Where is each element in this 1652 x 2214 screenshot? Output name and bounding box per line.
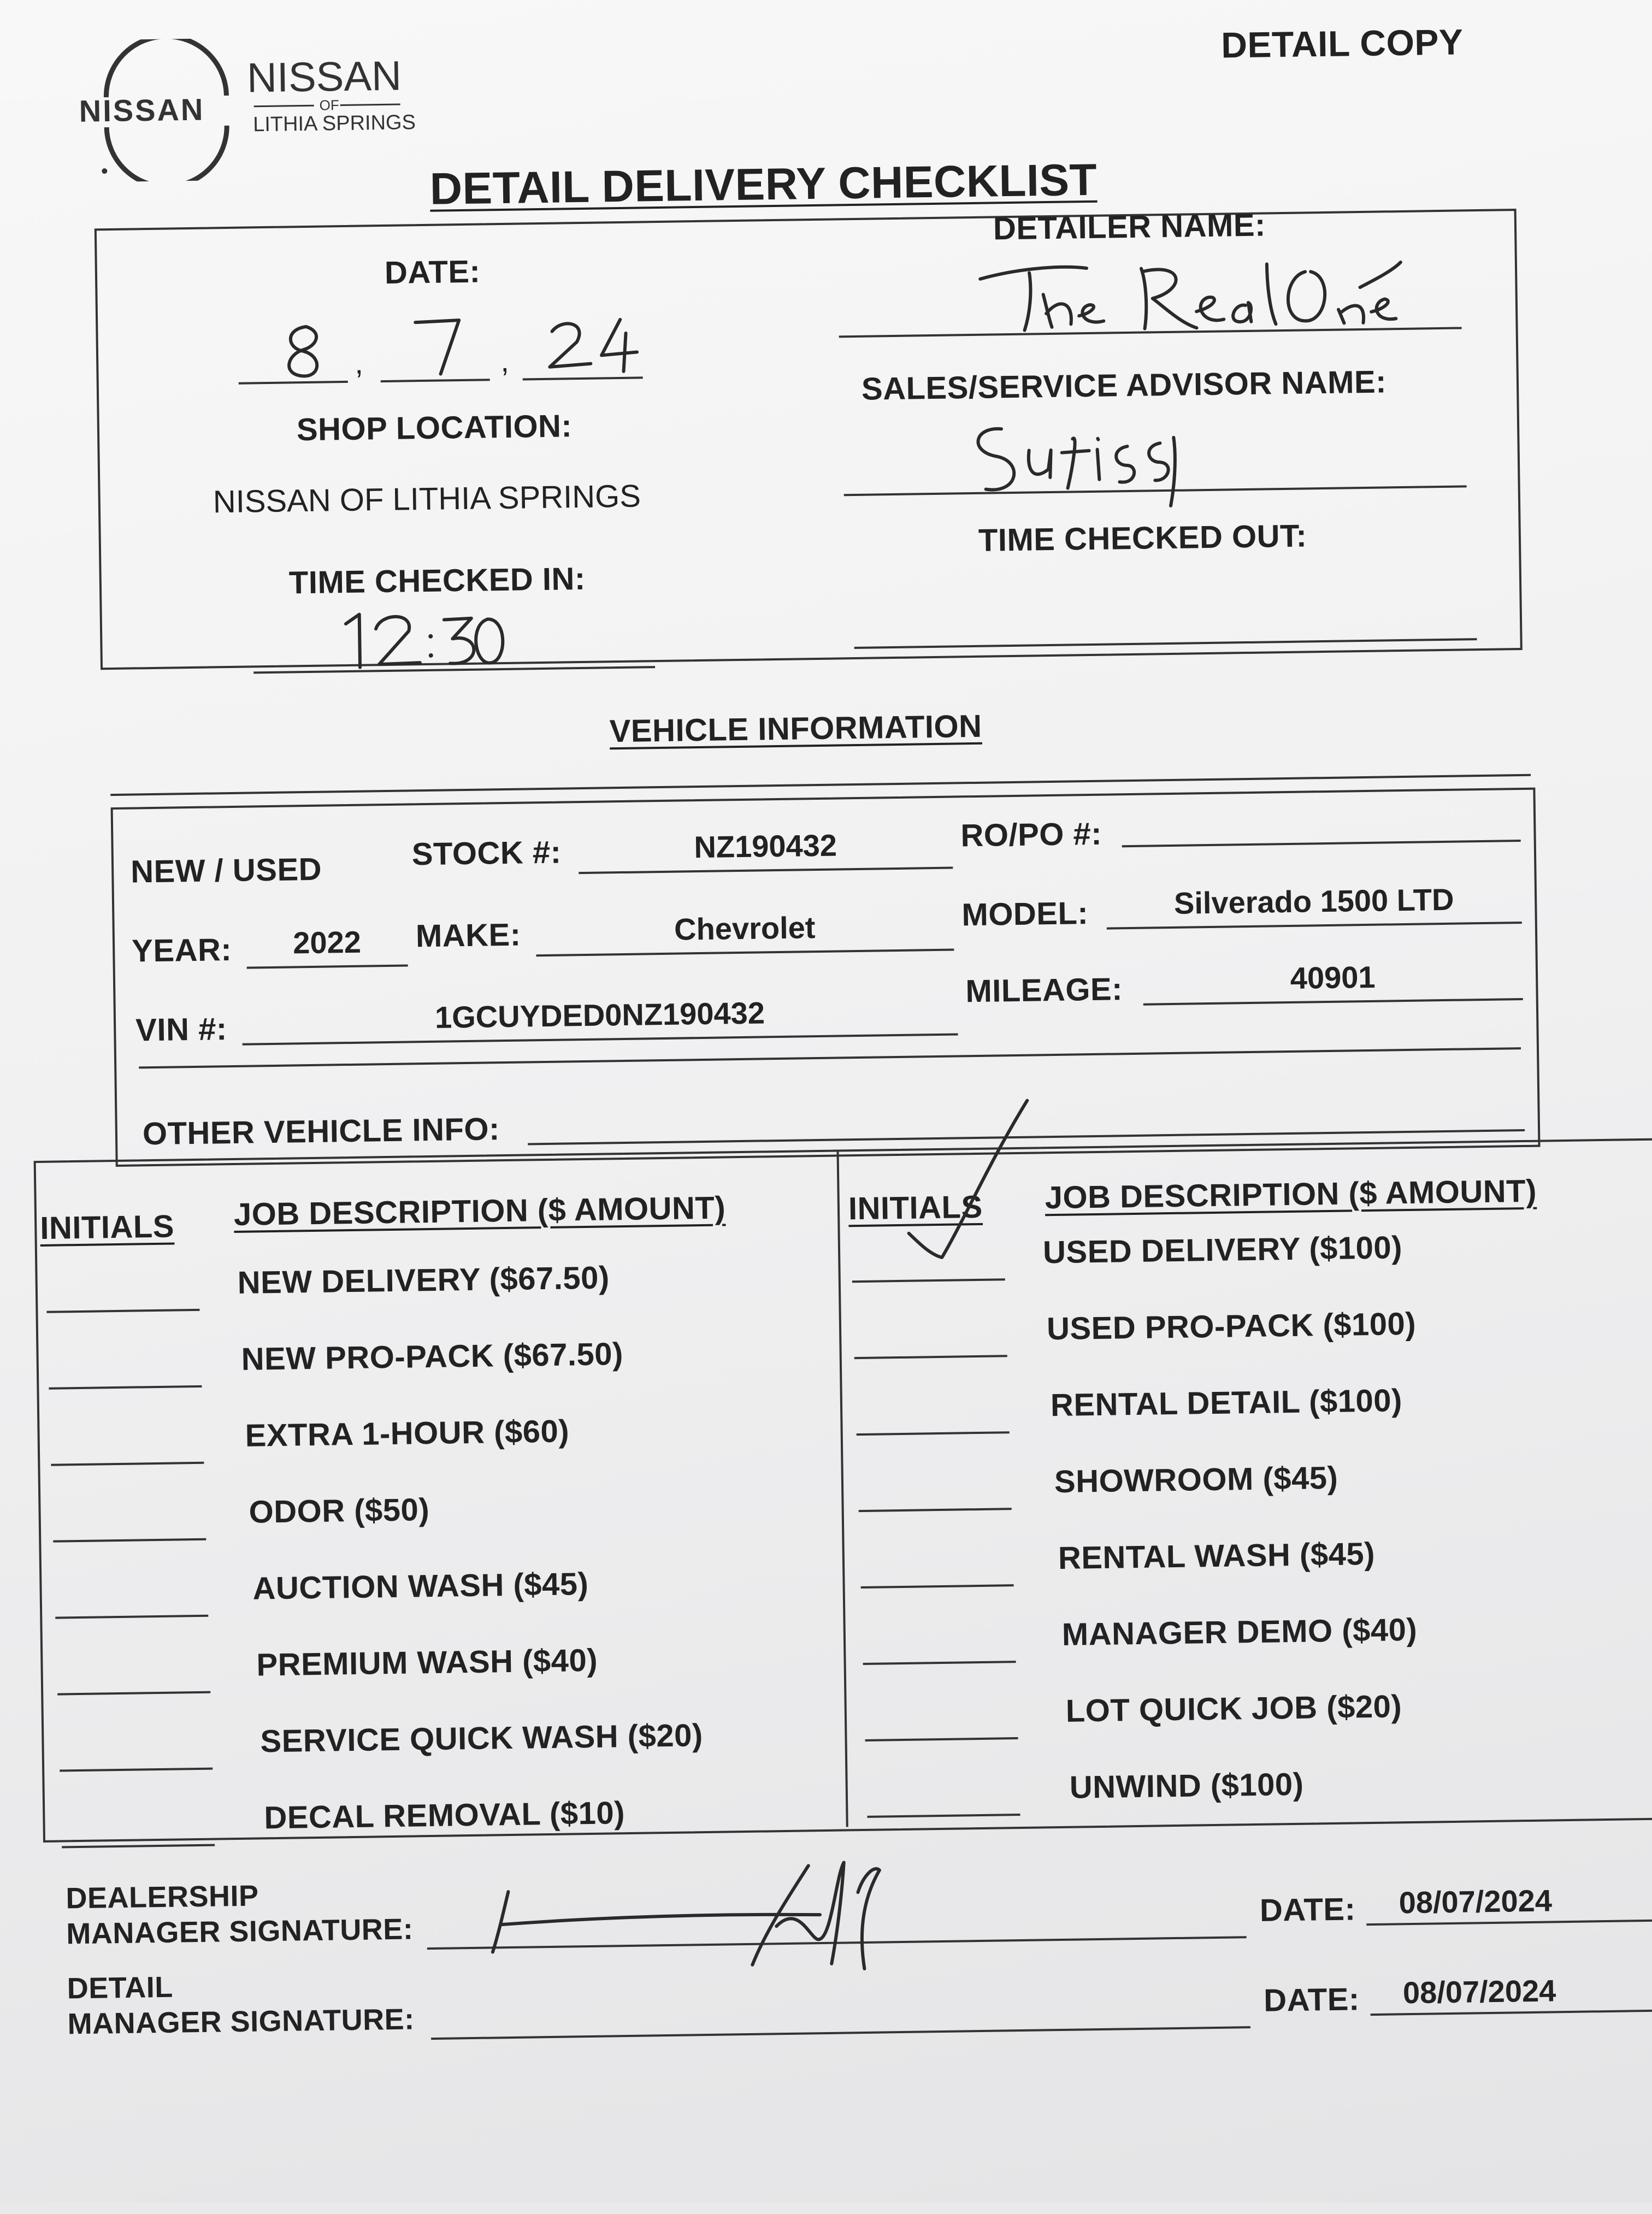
detailer-name-label: DETAILER NAME: (993, 207, 1266, 247)
job-row[interactable] (849, 1444, 1648, 1521)
detail-signature-label-1: DETAIL (67, 1970, 174, 2005)
nissan-logo (78, 36, 435, 182)
time-in-label: TIME CHECKED IN: (288, 560, 586, 601)
job-row[interactable] (45, 1551, 833, 1628)
job-label: DECAL REMOVAL ($10) (263, 1795, 626, 1836)
job-label: MANAGER DEMO ($40) (1061, 1611, 1418, 1652)
job-label: UNWIND ($100) (1069, 1766, 1304, 1805)
page-title: DETAIL DELIVERY CHECKLIST (429, 155, 1098, 214)
job-row[interactable] (848, 1368, 1647, 1444)
dealership-signature-label-2: MANAGER SIGNATURE: (66, 1912, 414, 1951)
dealership-signature-label-1: DEALERSHIP (66, 1879, 259, 1915)
job-label: NEW DELIVERY ($67.50) (237, 1260, 610, 1301)
handwritten-date (273, 311, 657, 390)
year-value[interactable]: 2022 (292, 924, 362, 960)
stock-label: STOCK #: (411, 834, 562, 872)
logo-line-1: NISSAN (246, 52, 402, 102)
year-label: YEAR: (131, 931, 232, 969)
job-row[interactable] (852, 1674, 1651, 1750)
time-out-label: TIME CHECKED OUT: (978, 518, 1307, 558)
date-separators: , (354, 345, 364, 380)
job-label: SHOWROOM ($45) (1054, 1460, 1338, 1500)
shop-location-label: SHOP LOCATION: (296, 408, 573, 448)
detail-date-label: DATE: (1263, 1981, 1360, 2018)
used-delivery-check-mark-icon (896, 1095, 1040, 1269)
vin-value[interactable]: 1GCUYDED0NZ190432 (434, 995, 765, 1035)
dealership-date-value[interactable]: 08/07/2024 (1399, 1883, 1553, 1920)
job-label: RENTAL WASH ($45) (1058, 1536, 1376, 1576)
job-label: RENTAL DETAIL ($100) (1050, 1383, 1403, 1424)
job-row[interactable] (853, 1750, 1652, 1827)
shop-location-value: NISSAN OF LITHIA SPRINGS (213, 478, 641, 520)
job-row[interactable] (42, 1322, 829, 1398)
job-row[interactable] (47, 1704, 835, 1781)
job-label: AUCTION WASH ($45) (252, 1566, 589, 1607)
job-label: NEW PRO-PACK ($67.50) (241, 1336, 624, 1377)
model-label: MODEL: (961, 895, 1089, 933)
dealership-manager-signature (481, 1852, 985, 1988)
stock-value[interactable]: NZ190432 (693, 828, 837, 865)
vin-label: VIN #: (135, 1011, 228, 1048)
job-row[interactable] (40, 1245, 828, 1322)
job-label: SERVICE QUICK WASH ($20) (260, 1717, 704, 1760)
dealership-date-label: DATE: (1259, 1891, 1356, 1928)
left-initials-header: INITIALS (39, 1208, 175, 1246)
vehicle-info-heading: VEHICLE INFORMATION (609, 708, 982, 749)
job-label: USED DELIVERY ($100) (1042, 1230, 1403, 1271)
handwritten-detailer-name (977, 249, 1405, 339)
detail-date-value[interactable]: 08/07/2024 (1402, 1973, 1556, 2010)
logo-line-2: OF (319, 97, 339, 114)
right-initials-header: INITIALS (848, 1189, 983, 1227)
make-label: MAKE: (415, 917, 521, 954)
handwritten-advisor-signature (963, 415, 1194, 514)
copy-label: DETAIL COPY (1220, 21, 1464, 66)
date-label: DATE: (384, 253, 481, 291)
job-label: ODOR ($50) (249, 1492, 430, 1530)
job-row[interactable] (48, 1781, 836, 1857)
job-label: PREMIUM WASH ($40) (256, 1642, 598, 1683)
mileage-label: MILEAGE: (965, 971, 1123, 1009)
model-value[interactable]: Silverado 1500 LTD (1173, 882, 1454, 920)
job-label: LOT QUICK JOB ($20) (1065, 1688, 1402, 1729)
job-row[interactable] (850, 1521, 1649, 1597)
new-used-label: NEW / USED (130, 851, 322, 890)
logo-ring-text: NISSAN (79, 92, 205, 128)
detail-signature-line[interactable] (431, 2026, 1250, 2040)
job-label: USED PRO-PACK ($100) (1046, 1306, 1417, 1347)
left-description-header: JOB DESCRIPTION ($ AMOUNT) (233, 1190, 726, 1232)
handwritten-time-in (338, 608, 514, 678)
detail-signature-label-2: MANAGER SIGNATURE: (67, 2003, 415, 2041)
mileage-value[interactable]: 40901 (1290, 959, 1376, 995)
make-value[interactable]: Chevrolet (674, 910, 816, 947)
job-row[interactable] (46, 1628, 834, 1704)
job-row[interactable] (44, 1475, 831, 1551)
advisor-name-label: SALES/SERVICE ADVISOR NAME: (861, 364, 1387, 407)
right-description-header: JOB DESCRIPTION ($ AMOUNT) (1045, 1173, 1537, 1216)
job-row[interactable] (43, 1398, 830, 1475)
logo-line-3: LITHIA SPRINGS (252, 111, 416, 137)
job-row[interactable] (851, 1597, 1650, 1674)
job-label: EXTRA 1-HOUR ($60) (245, 1413, 570, 1454)
ropo-label: RO/PO #: (960, 816, 1102, 854)
job-row[interactable] (847, 1291, 1645, 1368)
other-info-label: OTHER VEHICLE INFO: (142, 1111, 500, 1152)
detail-delivery-checklist-form: NISSAN NISSAN OF LITHIA SPRINGS DETAIL COPY DETAIL DELIVERY CHECKLIST DATE: , , SHOP LOCATION: NISSAN OF LITHIA SPRINGS TIME CHECKED IN: DETAILER NAME: SALES/SERVICE ADVISOR NAME: TIME CHECKED OUT: VEHICLE INFORMATION NEW / USED STOCK #: NZ190432 RO/PO #: YEAR: 2022 MAKE: Chevrolet MODEL: Silverado 1500 LTD VIN #: 1GCUYDED0NZ190432 MILEAGE: 40901 OTHER VEHICLE INFO: INITIALS JOB DESCRIPTION ($ AMOUNT) INITIALS JOB DESCRIPTION ($ AMOUNT) NEW DELIVERY ($67.50) NEW PRO-PACK ($67.50) EXTRA 1-HOUR ($60) ODOR ($50) AUCTION WASH ($45) PREMIUM WASH ($40) SERVICE QUICK WASH ($20) DECAL REMOVAL ($10) USED DELIVERY ($100) USED PRO-PACK ($100) RENTAL DETAIL ($100) SHOWROOM ($45) RENTAL WASH ($45) MANAGER DEMO ($40) LOT QUICK JOB ($20) UNWIND ($100) DEALERSHIP MANAGER SIGNATURE: DATE: 08/07/2024 DETAIL MANAGER SIGNATURE: DATE: 08/07/2024 (0, 0, 1652, 2214)
